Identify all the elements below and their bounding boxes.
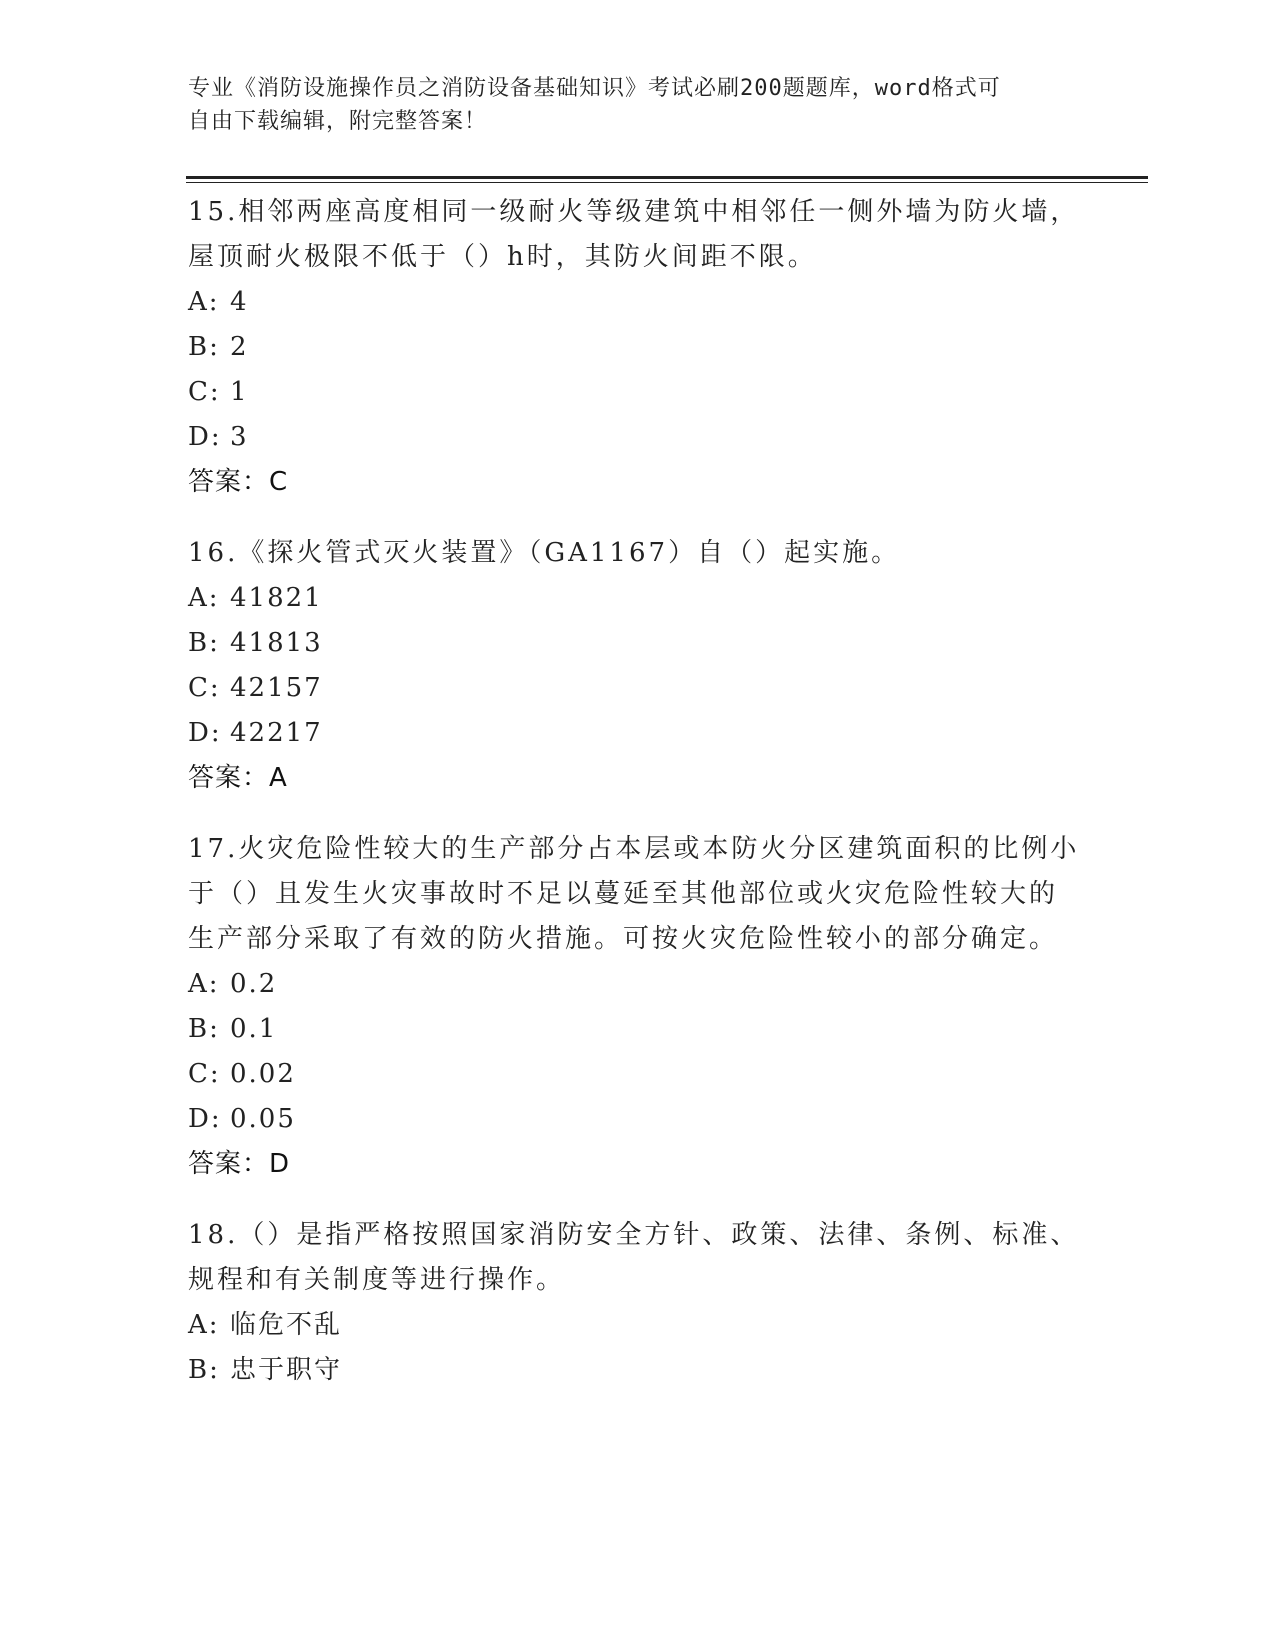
question-stem-line: 15.相邻两座高度相同一级耐火等级建筑中相邻任一侧外墙为防火墙， [188, 197, 1080, 227]
option-text: 临危不乱 [230, 1310, 343, 1340]
header-divider-thick [186, 176, 1148, 179]
question-stem-line: 17.火灾危险性较大的生产部分占本层或本防火分区建筑面积的比例小 [188, 834, 1080, 864]
option-key: D: [188, 422, 222, 452]
option-d [188, 1097, 1088, 1142]
header-line-1: 专业《消防设施操作员之消防设备基础知识》考试必刷200题题库，word格式可 [188, 76, 1001, 101]
option-text: 41821 [230, 583, 323, 613]
option-key: A: [188, 969, 220, 999]
option-text: 0.2 [230, 969, 278, 999]
option-text: 3 [230, 422, 249, 452]
option-key: D: [188, 718, 222, 748]
header-line-2: 自由下载编辑，附完整答案！ [188, 109, 488, 134]
option-key: C: [188, 1059, 221, 1089]
option-key: B: [188, 1014, 220, 1044]
option-text: 41813 [230, 628, 323, 658]
question-17 [188, 827, 1088, 1187]
answer-line: 答案：D [188, 1149, 291, 1179]
option-key: B: [188, 1355, 220, 1385]
option-key: C: [188, 673, 221, 703]
question-list [188, 190, 1088, 1419]
question-15 [188, 190, 1088, 505]
header-divider-thin [186, 182, 1148, 183]
option-b [188, 1007, 1088, 1052]
option-c [188, 1052, 1088, 1097]
question-stem-line: 生产部分采取了有效的防火措施。可按火灾危险性较小的部分确定。 [188, 924, 1059, 954]
answer-line: 答案：A [188, 763, 288, 793]
option-text: 0.02 [230, 1059, 296, 1089]
option-key: A: [188, 1310, 220, 1340]
option-key: C: [188, 377, 221, 407]
option-b [188, 1348, 1088, 1393]
option-d [188, 415, 1088, 460]
option-text: 2 [230, 332, 249, 362]
question-stem-line: 16.《探火管式灭火装置》（GA1167）自（）起实施。 [188, 538, 901, 568]
option-text: 42217 [230, 718, 323, 748]
option-a [188, 576, 1088, 621]
option-key: A: [188, 583, 220, 613]
option-text: 42157 [230, 673, 323, 703]
option-a [188, 962, 1088, 1007]
option-d [188, 711, 1088, 756]
answer-line: 答案：C [188, 467, 289, 497]
question-stem-line: 于（）且发生火灾事故时不足以蔓延至其他部位或火灾危险性较大的 [188, 879, 1059, 909]
option-text: 0.1 [230, 1014, 278, 1044]
option-a [188, 280, 1088, 325]
option-text: 4 [230, 287, 249, 317]
option-text: 0.05 [230, 1104, 296, 1134]
option-c [188, 666, 1088, 711]
option-key: B: [188, 628, 220, 658]
option-text: 忠于职守 [230, 1355, 343, 1385]
option-c [188, 370, 1088, 415]
document-header [188, 72, 1068, 138]
option-b [188, 621, 1088, 666]
option-b [188, 325, 1088, 370]
option-key: D: [188, 1104, 222, 1134]
question-stem-line: 规程和有关制度等进行操作。 [188, 1265, 566, 1295]
question-18 [188, 1213, 1088, 1393]
option-text: 1 [230, 377, 249, 407]
question-stem-line: 18.（）是指严格按照国家消防安全方针、政策、法律、条例、标准、 [188, 1220, 1080, 1250]
option-key: A: [188, 287, 220, 317]
question-16 [188, 531, 1088, 801]
option-a [188, 1303, 1088, 1348]
question-stem-line: 屋顶耐火极限不低于（）h时，其防火间距不限。 [188, 242, 817, 272]
option-key: B: [188, 332, 220, 362]
